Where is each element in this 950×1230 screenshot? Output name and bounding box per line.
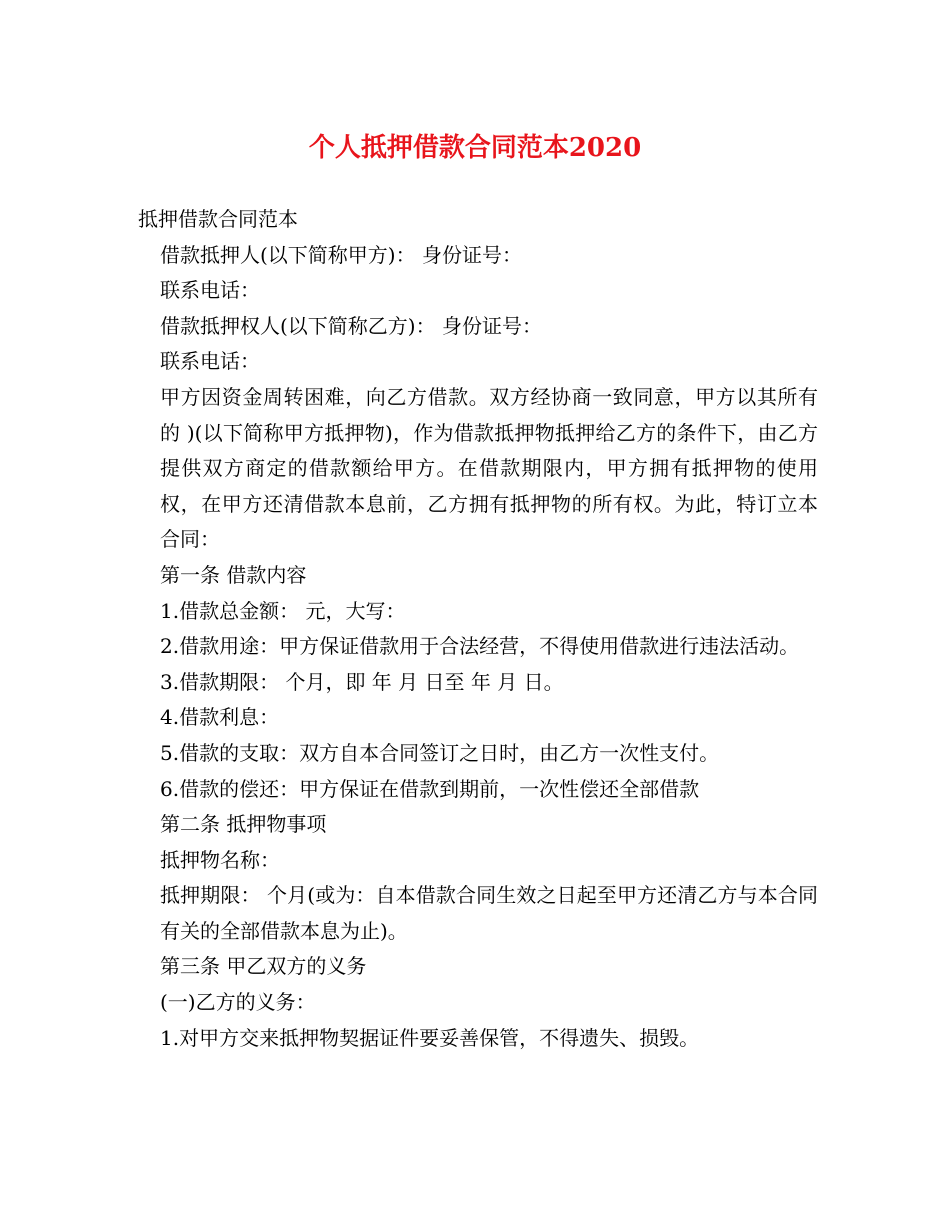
contract-heading: 抵押借款合同范本 <box>138 207 298 231</box>
clause-1-4: 4.借款利息： <box>160 705 280 730</box>
article-1-heading: 第一条 借款内容 <box>160 562 307 587</box>
collateral-term: 抵押期限： 个月(或为：自本借款合同生效之日起至甲方还清乙方与本合同有关的全部借款本息为止)。 <box>160 883 818 943</box>
party-b-duties-heading: (一)乙方的义务： <box>160 990 316 1015</box>
clause-1-2: 2.借款用途：甲方保证借款用于合法经营，不得使用借款进行违法活动。 <box>160 634 800 659</box>
collateral-name: 抵押物名称： <box>160 847 280 872</box>
clause-1-1: 1.借款总金额： 元，大写： <box>160 598 406 623</box>
article-2-heading: 第二条 抵押物事项 <box>160 812 327 837</box>
document-body <box>138 202 818 1056</box>
party-a-line: 借款抵押人(以下简称甲方)： 身份证号： <box>160 242 522 267</box>
party-b-phone: 联系电话： <box>160 349 260 374</box>
party-b-duty-1: 1.对甲方交来抵押物契据证件要妥善保管，不得遗失、损毁。 <box>160 1025 700 1050</box>
party-b-line: 借款抵押权人(以下简称乙方)： 身份证号： <box>160 313 542 338</box>
clause-1-5: 5.借款的支取：双方自本合同签订之日时，由乙方一次性支付。 <box>160 740 720 765</box>
clause-1-3: 3.借款期限： 个月，即 年 月 日至 年 月 日。 <box>160 669 564 694</box>
clause-1-6: 6.借款的偿还：甲方保证在借款到期前，一次性偿还全部借款 <box>160 776 700 801</box>
document-title: 个人抵押借款合同范本2020 <box>308 133 642 163</box>
preamble-paragraph: 甲方因资金周转困难，向乙方借款。双方经协商一致同意，甲方以其所有的 )(以下简称甲方抵押物)，作为借款抵押物抵押给乙方的条件下，由乙方提供双方商定的借款额给甲方。在借款期限内，甲方拥有抵押物的使用权，在甲方还清借款本息前，乙方拥有抵押物的所有权。为此，特订立本合同： <box>160 384 818 552</box>
party-a-phone: 联系电话： <box>160 278 260 303</box>
article-3-heading: 第三条 甲乙双方的义务 <box>160 954 367 979</box>
